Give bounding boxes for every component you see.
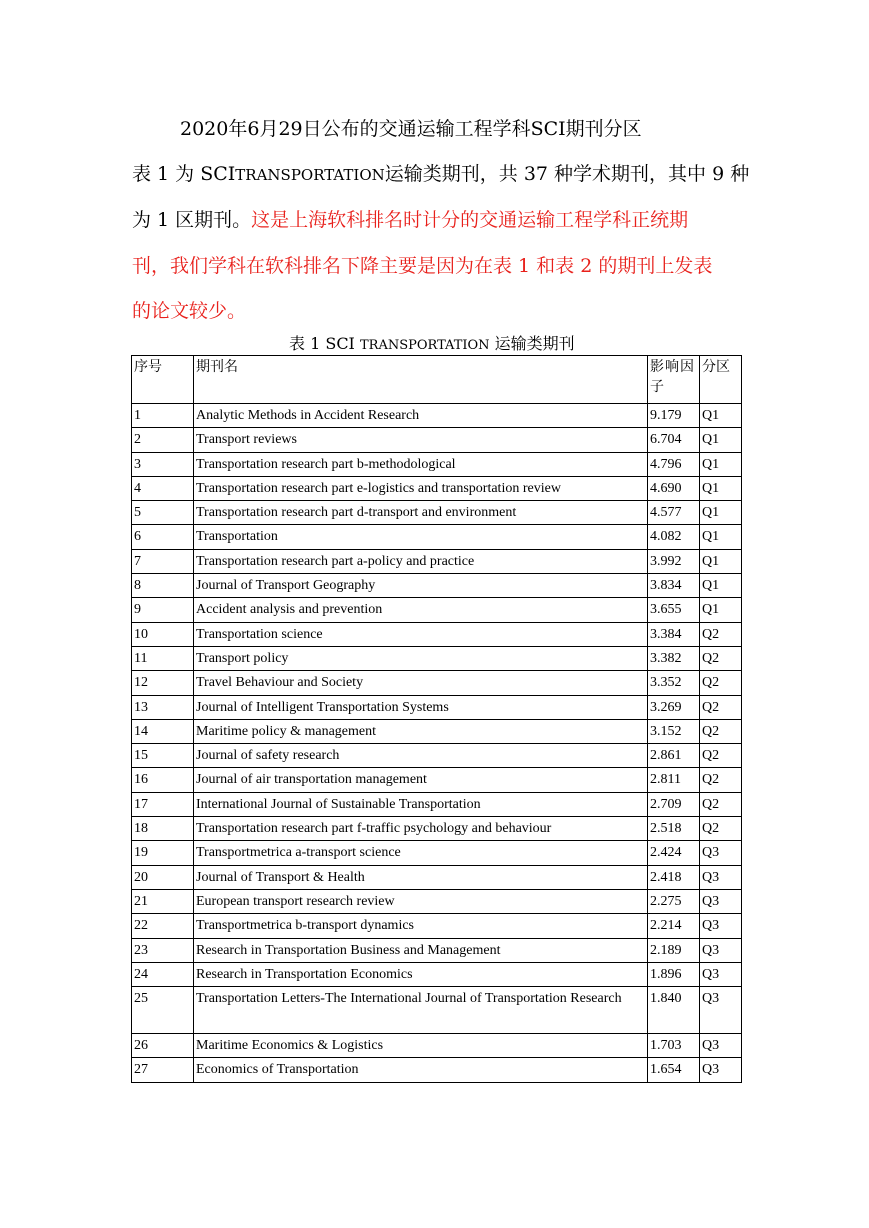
cell-impact-factor: 2.214: [648, 914, 700, 938]
document-heading: 2020年6月29日公布的交通运输工程学科SCI期刊分区: [180, 118, 642, 140]
table-row: [132, 841, 742, 865]
table-row: [132, 646, 742, 670]
table-row: [132, 938, 742, 962]
header-journal-name: 期刊名: [194, 356, 648, 404]
table-row: [132, 501, 742, 525]
header-index: 序号: [132, 356, 194, 404]
cell-impact-factor: 4.082: [648, 525, 700, 549]
cell-index: 6: [132, 525, 194, 549]
table-row: [132, 695, 742, 719]
cell-index: 19: [132, 841, 194, 865]
cell-impact-factor: 4.796: [648, 452, 700, 476]
cell-index: 8: [132, 574, 194, 598]
cell-quartile: Q2: [700, 768, 742, 792]
cell-index: 5: [132, 501, 194, 525]
intro-line-1-suffix: 运输类期刊，共 37 种学术期刊，其中 9 种: [384, 163, 750, 185]
cell-quartile: Q2: [700, 719, 742, 743]
journal-table: [131, 355, 742, 1083]
cell-journal-name: Transportation research part b-methodological: [194, 452, 648, 476]
intro-highlight-1: 这是上海软科排名时计分的交通运输工程学科正统期: [251, 209, 689, 231]
cell-quartile: Q3: [700, 1058, 742, 1082]
cell-index: 3: [132, 452, 194, 476]
cell-quartile: Q2: [700, 817, 742, 841]
cell-index: 21: [132, 889, 194, 913]
cell-journal-name: Transportmetrica a-transport science: [194, 841, 648, 865]
cell-impact-factor: 4.577: [648, 501, 700, 525]
cell-journal-name: Journal of Transport Geography: [194, 574, 648, 598]
cell-quartile: Q1: [700, 404, 742, 428]
cell-journal-name: European transport research review: [194, 889, 648, 913]
cell-quartile: Q2: [700, 792, 742, 816]
cell-quartile: Q1: [700, 525, 742, 549]
cell-journal-name: Transportation Letters-The International Journal of Transportation Research: [194, 987, 648, 1034]
cell-journal-name: Transportation research part d-transport and environment: [194, 501, 648, 525]
cell-impact-factor: 1.654: [648, 1058, 700, 1082]
cell-quartile: Q2: [700, 695, 742, 719]
table-row: [132, 549, 742, 573]
cell-impact-factor: 3.269: [648, 695, 700, 719]
table-row: [132, 574, 742, 598]
cell-index: 14: [132, 719, 194, 743]
table-row: [132, 404, 742, 428]
cell-quartile: Q1: [700, 549, 742, 573]
cell-journal-name: Journal of Transport & Health: [194, 865, 648, 889]
cell-index: 11: [132, 646, 194, 670]
cell-index: 26: [132, 1034, 194, 1058]
table-row: [132, 719, 742, 743]
cell-journal-name: Maritime Economics & Logistics: [194, 1034, 648, 1058]
cell-journal-name: Transport policy: [194, 646, 648, 670]
intro-highlight-3: 的论文较少。: [132, 300, 247, 322]
cell-quartile: Q3: [700, 1034, 742, 1058]
cell-index: 16: [132, 768, 194, 792]
cell-quartile: Q3: [700, 987, 742, 1034]
cell-impact-factor: 2.189: [648, 938, 700, 962]
cell-index: 23: [132, 938, 194, 962]
cell-impact-factor: 3.834: [648, 574, 700, 598]
cell-index: 22: [132, 914, 194, 938]
table-row: [132, 1058, 742, 1082]
table-caption: [289, 333, 575, 357]
cell-journal-name: Journal of Intelligent Transportation Systems: [194, 695, 648, 719]
cell-journal-name: Transportmetrica b-transport dynamics: [194, 914, 648, 938]
caption-suffix: 运输类期刊: [494, 334, 575, 353]
cell-journal-name: Research in Transportation Business and Management: [194, 938, 648, 962]
cell-index: 27: [132, 1058, 194, 1082]
cell-index: 4: [132, 476, 194, 500]
cell-impact-factor: 1.896: [648, 962, 700, 986]
cell-index: 2: [132, 428, 194, 452]
table-row: [132, 1034, 742, 1058]
table-row: [132, 428, 742, 452]
cell-journal-name: Maritime policy & management: [194, 719, 648, 743]
cell-index: 13: [132, 695, 194, 719]
table-row: [132, 962, 742, 986]
intro-line-1: [132, 161, 750, 188]
intro-highlight-2: 刊，我们学科在软科排名下降主要是因为在表 1 和表 2 的期刊上发表: [132, 255, 713, 277]
caption-prefix: 表 1 SCI: [289, 334, 355, 353]
cell-quartile: Q3: [700, 962, 742, 986]
cell-quartile: Q3: [700, 865, 742, 889]
cell-quartile: Q1: [700, 574, 742, 598]
intro-line-1-smallcaps: TRANSPORTATION: [235, 166, 385, 184]
table-row: [132, 622, 742, 646]
cell-index: 1: [132, 404, 194, 428]
table-row: [132, 744, 742, 768]
cell-index: 17: [132, 792, 194, 816]
cell-impact-factor: 3.992: [648, 549, 700, 573]
cell-quartile: Q2: [700, 622, 742, 646]
cell-quartile: Q1: [700, 598, 742, 622]
cell-index: 24: [132, 962, 194, 986]
cell-quartile: Q1: [700, 452, 742, 476]
table-row: [132, 476, 742, 500]
cell-impact-factor: 1.840: [648, 987, 700, 1034]
cell-impact-factor: 3.152: [648, 719, 700, 743]
cell-quartile: Q1: [700, 501, 742, 525]
intro-line-2: [132, 207, 740, 233]
cell-quartile: Q3: [700, 889, 742, 913]
cell-journal-name: Transportation research part f-traffic psychology and behaviour: [194, 817, 648, 841]
cell-journal-name: International Journal of Sustainable Transportation: [194, 792, 648, 816]
cell-impact-factor: 2.811: [648, 768, 700, 792]
cell-impact-factor: 2.861: [648, 744, 700, 768]
cell-journal-name: Analytic Methods in Accident Research: [194, 404, 648, 428]
table-row: [132, 768, 742, 792]
cell-impact-factor: 2.275: [648, 889, 700, 913]
cell-journal-name: Journal of safety research: [194, 744, 648, 768]
cell-quartile: Q1: [700, 428, 742, 452]
cell-impact-factor: 1.703: [648, 1034, 700, 1058]
cell-quartile: Q2: [700, 671, 742, 695]
cell-index: 25: [132, 987, 194, 1034]
cell-impact-factor: 2.518: [648, 817, 700, 841]
cell-journal-name: Transportation research part e-logistics and transportation review: [194, 476, 648, 500]
intro-line-1-prefix: 表 1 为 SCI: [132, 163, 236, 185]
cell-index: 10: [132, 622, 194, 646]
cell-impact-factor: 4.690: [648, 476, 700, 500]
table-row: [132, 671, 742, 695]
cell-impact-factor: 2.418: [648, 865, 700, 889]
cell-index: 15: [132, 744, 194, 768]
caption-smallcaps: TRANSPORTATION: [359, 338, 490, 353]
cell-journal-name: Transport reviews: [194, 428, 648, 452]
cell-journal-name: Travel Behaviour and Society: [194, 671, 648, 695]
cell-quartile: Q2: [700, 744, 742, 768]
cell-journal-name: Research in Transportation Economics: [194, 962, 648, 986]
cell-impact-factor: 6.704: [648, 428, 700, 452]
cell-quartile: Q2: [700, 646, 742, 670]
table-row: [132, 817, 742, 841]
header-impact-factor: 影响因子: [648, 356, 700, 404]
cell-impact-factor: 2.709: [648, 792, 700, 816]
table-row: [132, 865, 742, 889]
cell-index: 9: [132, 598, 194, 622]
cell-quartile: Q3: [700, 938, 742, 962]
cell-journal-name: Economics of Transportation: [194, 1058, 648, 1082]
cell-quartile: Q3: [700, 841, 742, 865]
cell-journal-name: Accident analysis and prevention: [194, 598, 648, 622]
table-row: [132, 914, 742, 938]
cell-journal-name: Transportation: [194, 525, 648, 549]
cell-index: 18: [132, 817, 194, 841]
table-row: [132, 525, 742, 549]
cell-index: 12: [132, 671, 194, 695]
cell-quartile: Q3: [700, 914, 742, 938]
table-header-row: [132, 356, 742, 404]
journal-table-body: [132, 356, 742, 1083]
cell-impact-factor: 3.352: [648, 671, 700, 695]
cell-index: 7: [132, 549, 194, 573]
table-row: [132, 452, 742, 476]
cell-journal-name: Transportation science: [194, 622, 648, 646]
cell-impact-factor: 3.655: [648, 598, 700, 622]
table-row: [132, 889, 742, 913]
cell-impact-factor: 3.384: [648, 622, 700, 646]
cell-journal-name: Journal of air transportation management: [194, 768, 648, 792]
cell-quartile: Q1: [700, 476, 742, 500]
intro-line-2-text: 为 1 区期刊。: [132, 209, 252, 231]
cell-impact-factor: 9.179: [648, 404, 700, 428]
cell-impact-factor: 3.382: [648, 646, 700, 670]
cell-journal-name: Transportation research part a-policy and practice: [194, 549, 648, 573]
cell-impact-factor: 2.424: [648, 841, 700, 865]
header-quartile: 分区: [700, 356, 742, 404]
table-row: [132, 792, 742, 816]
table-row: [132, 598, 742, 622]
table-row: [132, 987, 742, 1034]
cell-index: 20: [132, 865, 194, 889]
